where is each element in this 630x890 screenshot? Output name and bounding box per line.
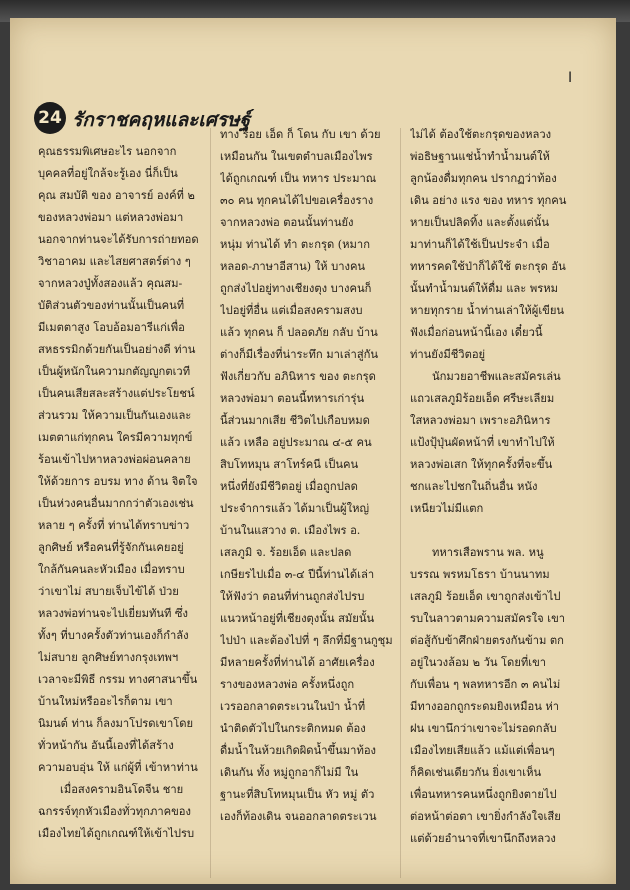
text-line: เมืองไทยเสียแล้ว แม้แต่เพื่อนๆ (410, 744, 555, 757)
text-line (410, 520, 586, 542)
text-line: ให้ด้วยการ อบรม ทาง ด้าน จิตใจ (38, 475, 198, 488)
text-line: ไปป่า และต้องไปที่ ๆ ลึกที่มีฐานกูชุม (220, 634, 393, 647)
text-line: ลูกศิษย์ หรือคนที่รู้จักกันเคยอยู่ (38, 541, 184, 554)
text-line: เสลภูมิ ร้อยเอ็ด เขาถูกส่งเข้าไป (410, 590, 561, 603)
text-line: หลาย ๆ ครั้งที่ ท่านได้ทราบข่าว (38, 519, 190, 532)
text-line: ชกและไปชกในถิ่นอื่น หนัง (410, 480, 538, 493)
text-line: ดื่มน้ำในห้วยเกิดผิดน้ำขึ้นมาท้อง (220, 744, 377, 757)
text-line: เดิน อย่าง แรง ของ ทหาร ทุกคน (410, 194, 567, 207)
text-line: สหธรรมิกด้วยกันเป็นอย่างดี ท่าน (38, 343, 196, 356)
text-line: มาท่านก็ได้ใช้เป็นประจำ เมื่อ (410, 238, 550, 251)
text-line: ไม่สบาย ลูกศิษย์ทางกรุงเทพฯ (38, 651, 179, 664)
text-line: แล้ว เหลือ อยู่ประมาณ ๔-๕ คน (220, 436, 372, 449)
text-line: นั้นทำน้ำมนต์ให้ดื่ม และ พรหม (410, 282, 558, 295)
text-line: ทหารเสือพราน พล. หนู (432, 546, 544, 559)
section-title: รักราชคฤหและเศรษฐ์ (72, 109, 251, 131)
text-column-3 (410, 124, 586, 850)
text-line: คุณธรรมพิเศษอะไร นอกจาก (38, 145, 177, 158)
text-line: เดินกัน ทั้ง หมู่ถูกอาก็ไม่มี ใน (220, 766, 359, 779)
text-line: บ้านในแสวาง ต. เมืองไพร อ. (220, 524, 361, 537)
text-line: ใกล้กันคนละหัวเมือง เมื่อทราบ (38, 563, 185, 576)
text-line: ทั้งๆ ที่บางครั้งตัวท่านเองก็กำลัง (38, 629, 189, 642)
text-line: หนุ่ม ท่านได้ ทำ ตะกรุด (หมาก (220, 238, 370, 251)
text-line: ฟังเกี่ยวกับ อภินิหาร ของ ตะกรุด (220, 370, 376, 383)
text-line: เสลภูมิ จ. ร้อยเอ็ด และปลด (220, 546, 352, 559)
text-line: ก็คิดเช่นเดียวกัน ยิ่งเขาเห็น (410, 766, 542, 779)
text-line: ให้ฟังว่า ตอนที่ท่านถูกส่งไปรบ (220, 590, 365, 603)
book-page (10, 18, 616, 884)
text-line: แต่ด้วยอำนาจที่เขานึกถึงหลวง (410, 832, 556, 845)
text-line: มีหลายครั้งที่ท่านได้ อาศัยเครื่อง (220, 656, 375, 669)
text-line: กับเพื่อน ๆ พลทหารอีก ๓ คนไม่ (410, 678, 561, 691)
text-line: เมตตาแก่ทุกคน ใครมีความทุกข์ (38, 431, 193, 444)
text-line: อยู่ในวงล้อม ๒ วัน โดยที่เขา (410, 656, 547, 669)
text-column-2 (220, 124, 396, 828)
text-line: สิบโทหมุน สาโทร์คนี เป็นคน (220, 458, 359, 471)
text-line: วิชาอาคม และไสยศาสตร์ต่าง ๆ (38, 255, 191, 268)
text-line: ว่าเขาไม่ สบายเจ็บไข้ได้ ป่วย (38, 585, 179, 598)
text-line: ทหารคดใช้ป่าก็ได้ใช้ ตะกรุด อัน (410, 260, 566, 273)
text-line: หลวงพ่อท่านจะไปเยี่ยมทันที ซึ่ง (38, 607, 188, 620)
text-line: เหนียวไม่มีแตก (410, 502, 484, 515)
text-line: ฝน เขานึกว่าเขาจะไม่รอดกลับ (410, 722, 557, 735)
text-line: ฐานะที่สิบโทหมุนเป็น หัว หมู่ ตัว (220, 788, 375, 801)
text-line: ทาง ร้อย เอ็ด ก็ โดน กับ เขา ด้วย (220, 128, 381, 141)
text-line: บรรณ พรหมโธรา บ้านนาทม (410, 568, 550, 581)
text-line: เมืองไทยได้ถูกเกณฑ์ให้เข้าไปรบ (38, 827, 195, 840)
text-line: ฉกรรจ์ทุกหัวเมืองทั่วทุกภาคของ (38, 805, 191, 818)
text-line: บ้านใหม่หรืออะไรก็ตาม เขา (38, 695, 173, 708)
text-line: รางของหลวงพ่อ ครั้งหนึ่งถูก (220, 678, 355, 691)
text-line: นำติดตัวไปในกระติกหมด ต้อง (220, 722, 366, 735)
text-line: แล้ว ทุกคน ก็ ปลอดภัย กลับ บ้าน (220, 326, 378, 339)
column-divider (400, 128, 401, 878)
text-line: ได้ถูกเกณฑ์ เป็น ทหาร ประมาณ (220, 172, 377, 185)
text-line: จากหลวงปู่ทั้งสองแล้ว คุณสม- (38, 277, 183, 290)
text-line: นอกจากท่านจะได้รับการถ่ายทอด (38, 233, 199, 246)
text-line: คุณ สมบัติ ของ อาจารย์ องค์ที่ ๒ (38, 189, 195, 202)
text-line: บัติส่วนตัวของท่านนั้นเป็นคนที่ (38, 299, 185, 312)
text-line: ๓๐ คน ทุกคนได้ไปขอเครื่องราง (220, 194, 374, 207)
text-line: ร้อนเข้าไปหาหลวงพ่อผ่อนคลาย (38, 453, 191, 466)
text-line: แนวหน้าอยู่ที่เชียงตุงนั้น สมัยนั้น (220, 612, 375, 625)
text-line: นักมวยอาชีพและสมัครเล่น (432, 370, 561, 383)
text-line: เกษียรไปเมื่อ ๓-๔ ปีนี้ท่านได้เล่า (220, 568, 375, 581)
text-line: บุคคลที่อยู่ใกล้จะรู้เอง นี่ก็เป็น (38, 167, 178, 180)
text-line: ใสหลวงพ่อมา เพราะอภินิหาร (410, 414, 551, 427)
text-line: แป้งปุ้ปุ่นผัดหน้าที่ เขาทำไปให้ (410, 436, 555, 449)
text-line: ของหลวงพ่อมา แต่หลวงพ่อมา (38, 211, 184, 224)
text-line: ไปอยู่ที่อื่น แต่เมื่อสงครามสงบ (220, 304, 363, 317)
text-line: เพื่อนทหารคนหนึ่งถูกยิงตายไป (410, 788, 557, 801)
text-line: เป็นผู้หนักในความกตัญญูกตเวที (38, 365, 191, 378)
text-line: ต่อสู้กับข้าศึกฝ่ายตรงกันข้าม ตก (410, 634, 564, 647)
text-line: มีทางออกถูกระดมยิงเหมือน ห่า (410, 700, 560, 713)
text-line: พ่อธิษฐานแช่น้ำทำน้ำมนต์ให้ (410, 150, 550, 163)
text-line: หนึ่งที่ยังมีชีวิตอยู่ เมื่อถูกปลด (220, 480, 358, 493)
text-line: หลวงพ่อเสก ให้ทุกครั้งที่จะขึ้น (410, 458, 553, 471)
text-line: หายทุกราย น้ำท่านเล่าให้ผู้เขียน (410, 304, 565, 317)
corner-mark: I (568, 70, 573, 86)
text-line: ทั่วหน้ากัน อันนี้เองที่ได้สร้าง (38, 739, 174, 752)
text-line: เป็นห่วงคนอื่นมากกว่าตัวเองเช่น (38, 497, 194, 510)
page-number-badge: 24 (34, 102, 66, 134)
text-line: ส่วนรวม ให้ความเป็นกันเองและ (38, 409, 192, 422)
text-column-1 (38, 141, 214, 845)
text-line: จากหลวงพ่อ ตอนนั้นท่านยัง (220, 216, 354, 229)
text-line: ท่านยังมีชีวิตอยู่ (410, 348, 486, 361)
text-line: เหมือนกัน ในเขตตำบลเมืองไพร (220, 150, 373, 163)
text-line: ต่อหน้าต่อตา เขายิ่งกำลังใจเสีย (410, 810, 561, 823)
text-line: ฟังเมื่อก่อนหน้านี้เอง เดี๋ยวนี้ (410, 326, 543, 339)
text-line: ประจำการแล้ว ได้มาเป็นผู้ใหญ่ (220, 502, 369, 515)
text-line: นี้ส่วนมากเสีย ชีวิตไปเกือบหมด (220, 414, 370, 427)
text-line: ลูกน้องดื่มทุกคน ปรากฏว่าท้อง (410, 172, 557, 185)
text-line: หลวงพ่อมา ตอนนี้ทหารเก่ารุ่น (220, 392, 365, 405)
text-line: ไม่ได้ ต้องใช้ตะกรุดของหลวง (410, 128, 552, 141)
text-line: รบในลาวตามความสมัครใจ เขา (410, 612, 566, 625)
text-line: แถวเสลภูมิร้อยเอ็ด ศรีษะเลียม (410, 392, 555, 405)
text-line: มีเมตตาสูง โอบอ้อมอารีแก่เพื่อ (38, 321, 185, 334)
text-line: เมื่อสงครามอินโดจีน ชาย (60, 783, 184, 796)
text-line: เวรออกลาดตระเวนในป่า น้ำที่ (220, 700, 366, 713)
text-line: เป็นคนเสียสละสร้างแต่ประโยชน์ (38, 387, 195, 400)
text-line: นิมนต์ ท่าน ก็ลงมาโปรดเขาโดย (38, 717, 194, 730)
text-line: ความอบอุ่น ให้ แก่ผู้ที่ เข้าหาท่าน (38, 761, 198, 774)
text-line: หลอด-ภาษาอีสาน) ให้ บางคน (220, 260, 366, 273)
text-line: ถูกส่งไปอยู่ทางเชียงตุง บางคนก็ (220, 282, 372, 295)
text-line: เวลาจะมีพิธี กรรม ทางศาสนาขึ้น (38, 673, 198, 686)
text-line: หายเป็นปลิดทิ้ง และตั้งแต่นั้น (410, 216, 549, 229)
text-line: ต่างก็มีเรื่องที่น่าระทึก มาเล่าสู่กัน (220, 348, 379, 361)
text-line: เองก็ท้องเดิน จนออกลาดตระเวน (220, 810, 377, 823)
